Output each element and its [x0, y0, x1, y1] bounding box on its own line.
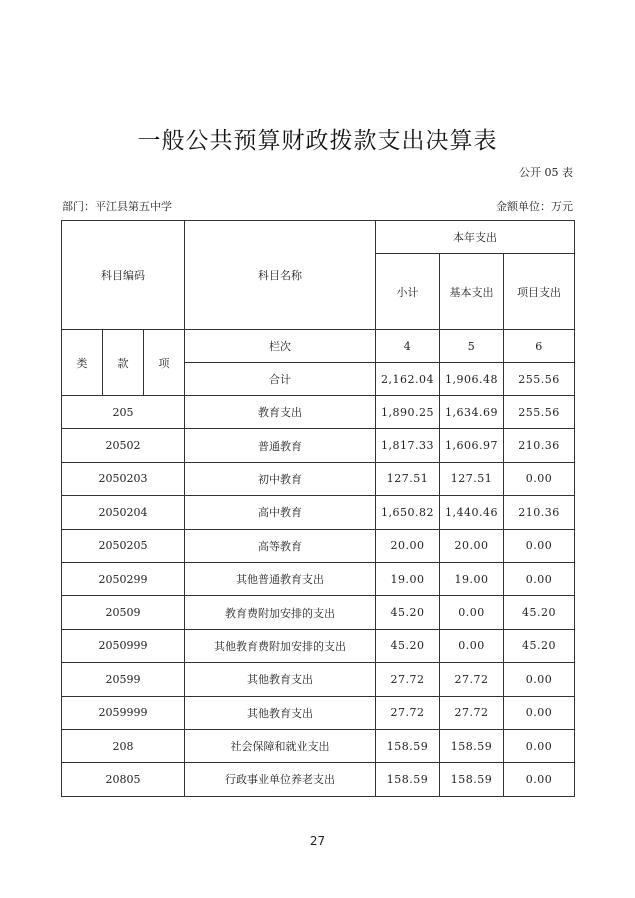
- row-code: 20502: [62, 429, 185, 462]
- row-project: 0.00: [504, 529, 575, 562]
- row-basic: 20.00: [440, 529, 504, 562]
- row-name: 教育费附加安排的支出: [185, 596, 376, 629]
- row-project: 0.00: [504, 696, 575, 729]
- row-basic: 19.00: [440, 562, 504, 595]
- row-subtotal: 27.72: [376, 663, 440, 696]
- row-name: 其他教育支出: [185, 663, 376, 696]
- row-basic: 1,606.97: [440, 429, 504, 462]
- row-project: 0.00: [504, 562, 575, 595]
- row-name: 行政事业单位养老支出: [185, 763, 376, 796]
- row-code: 20509: [62, 596, 185, 629]
- row-basic: 0.00: [440, 629, 504, 662]
- row-code: 2059999: [62, 696, 185, 729]
- row-code: 208: [62, 729, 185, 762]
- table-row: [62, 663, 575, 696]
- row-basic: 127.51: [440, 462, 504, 495]
- row-name: 社会保障和就业支出: [185, 729, 376, 762]
- column-number-row: [62, 330, 575, 363]
- header-subtotal: 小计: [376, 254, 440, 330]
- row-subtotal: 158.59: [376, 763, 440, 796]
- table-row: [62, 562, 575, 595]
- header-current-year: 本年支出: [376, 221, 575, 254]
- table-row: [62, 629, 575, 662]
- column-number-4: 4: [376, 330, 440, 363]
- page-number: 27: [309, 834, 326, 848]
- row-project: 45.20: [504, 596, 575, 629]
- row-project: 255.56: [504, 396, 575, 429]
- unit-label: 金额单位：万元: [496, 200, 573, 213]
- row-code: 2050203: [62, 462, 185, 495]
- column-number-label: 栏次: [185, 330, 376, 363]
- header-kuan: 款: [103, 330, 144, 396]
- row-basic: 1,634.69: [440, 396, 504, 429]
- row-project: 45.20: [504, 629, 575, 662]
- header-subject-code: 科目编码: [62, 221, 185, 330]
- row-basic: 27.72: [440, 663, 504, 696]
- header-basic: 基本支出: [440, 254, 504, 330]
- table-row: [62, 729, 575, 762]
- row-subtotal: 45.20: [376, 596, 440, 629]
- row-project: 0.00: [504, 763, 575, 796]
- row-basic: 1,440.46: [440, 496, 504, 529]
- table-row: [62, 596, 575, 629]
- row-subtotal: 45.20: [376, 629, 440, 662]
- header-row: [62, 221, 575, 254]
- row-subtotal: 19.00: [376, 562, 440, 595]
- expenditure-table: [61, 220, 575, 797]
- row-code: 20805: [62, 763, 185, 796]
- form-number: 公开 05 表: [519, 166, 573, 179]
- row-code: 2050999: [62, 629, 185, 662]
- row-subtotal: 1,817.33: [376, 429, 440, 462]
- row-code: 2050204: [62, 496, 185, 529]
- row-basic: 158.59: [440, 729, 504, 762]
- row-subtotal: 127.51: [376, 462, 440, 495]
- column-number-6: 6: [504, 330, 575, 363]
- row-code: 2050205: [62, 529, 185, 562]
- table-row: [62, 396, 575, 429]
- total-basic: 1,906.48: [440, 363, 504, 396]
- row-basic: 0.00: [440, 596, 504, 629]
- row-name: 初中教育: [185, 462, 376, 495]
- page-title: 一般公共预算财政拨款支出决算表: [137, 128, 498, 154]
- table-row: [62, 496, 575, 529]
- row-project: 0.00: [504, 663, 575, 696]
- total-subtotal: 2,162.04: [376, 363, 440, 396]
- header-subject-name: 科目名称: [185, 221, 376, 330]
- row-name: 高等教育: [185, 529, 376, 562]
- column-number-5: 5: [440, 330, 504, 363]
- table-row: [62, 429, 575, 462]
- row-code: 2050299: [62, 562, 185, 595]
- row-name: 其他教育费附加安排的支出: [185, 629, 376, 662]
- row-name: 其他普通教育支出: [185, 562, 376, 595]
- header-lei: 类: [62, 330, 103, 396]
- row-subtotal: 1,890.25: [376, 396, 440, 429]
- department-label: 部门：平江县第五中学: [62, 200, 172, 213]
- row-subtotal: 27.72: [376, 696, 440, 729]
- table-row: [62, 696, 575, 729]
- header-xiang: 项: [144, 330, 185, 396]
- row-basic: 27.72: [440, 696, 504, 729]
- table-row: [62, 763, 575, 796]
- row-project: 210.36: [504, 429, 575, 462]
- row-subtotal: 20.00: [376, 529, 440, 562]
- total-label: 合计: [185, 363, 376, 396]
- header-project: 项目支出: [504, 254, 575, 330]
- row-name: 教育支出: [185, 396, 376, 429]
- table-row: [62, 462, 575, 495]
- total-project: 255.56: [504, 363, 575, 396]
- row-project: 0.00: [504, 729, 575, 762]
- row-name: 普通教育: [185, 429, 376, 462]
- row-code: 20599: [62, 663, 185, 696]
- row-code: 205: [62, 396, 185, 429]
- row-name: 其他教育支出: [185, 696, 376, 729]
- row-subtotal: 158.59: [376, 729, 440, 762]
- row-name: 高中教育: [185, 496, 376, 529]
- row-project: 210.36: [504, 496, 575, 529]
- row-basic: 158.59: [440, 763, 504, 796]
- row-project: 0.00: [504, 462, 575, 495]
- row-subtotal: 1,650.82: [376, 496, 440, 529]
- table-row: [62, 529, 575, 562]
